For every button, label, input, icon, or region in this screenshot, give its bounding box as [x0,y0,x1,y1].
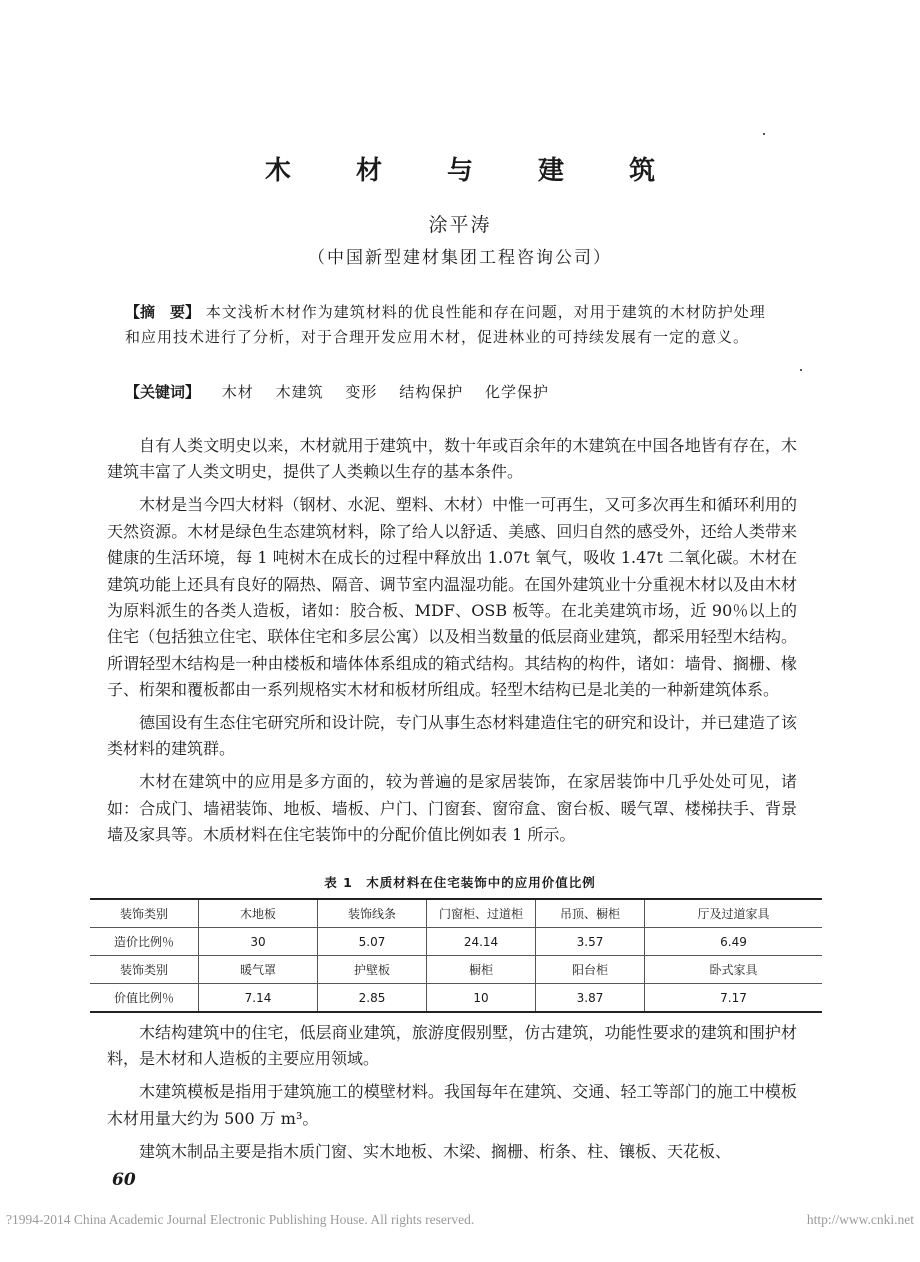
source-url: http://www.cnki.net [806,1212,914,1227]
table-cell: 造价比例％ [90,928,199,956]
table-cell: 7.14 [199,984,318,1013]
keyword: 化学保护 [484,383,549,401]
table-row [90,984,822,1013]
body-paragraph: 木材在建筑中的应用是多方面的，较为普遍的是家居装饰，在家居装饰中几乎处处可见，诸如：合成门、墙裙装饰、地板、墙板、户门、门窗套、窗帘盒、窗台板、暖气罩、楼梯扶手、背景墙及家具等。木质材料在住宅装饰中的分配价值比例如表 1 所示。 [107,772,797,845]
table-cell: 7.17 [645,984,823,1013]
table-cell: 阳台柜 [536,956,645,984]
table-cell: 装饰类别 [90,899,199,928]
table-cell: 5.07 [318,928,427,956]
body-paragraph: 德国设有生态住宅研究所和设计院，专门从事生态材料建造住宅的研究和设计，并已建造了该类材料的建筑群。 [107,713,797,759]
table-cell: 卧式家具 [645,956,823,984]
table-caption: 表 1 木质材料在住宅装饰中的应用价值比例 [324,875,596,890]
abstract-block [125,300,775,350]
table-cell: 价值比例％ [90,984,199,1013]
keywords-label: 【关键词】 [125,383,201,401]
body-paragraph: 木结构建筑中的住宅，低层商业建筑，旅游度假别墅，仿古建筑，功能性要求的建筑和围护材料，是木材和人造板的主要应用领域。 [107,1023,797,1069]
table-row [90,956,822,984]
article-title: 木 材 与 建 筑 [264,156,684,186]
body-paragraph: 建筑木制品主要是指木质门窗、实木地板、木梁、搁栅、桁条、柱、镶板、天花板、 [139,1141,732,1161]
keyword: 变形 [345,383,378,401]
table-cell: 30 [199,928,318,956]
table-cell: 装饰线条 [318,899,427,928]
table-cell: 装饰类别 [90,956,199,984]
keyword: 木建筑 [275,383,324,401]
abstract-label: 【摘 要】 [125,303,201,321]
page-number: 60 [112,1170,136,1190]
abstract-text: 本文浅析木材作为建筑材料的优良性能和存在问题，对用于建筑的木材防护处理和应用技术进行了分析，对于合理开发应用木材，促进林业的可持续发展有一定的意义。 [125,303,766,346]
body-paragraph: 木材是当今四大材料（钢材、水泥、塑料、木材）中惟一可再生，又可多次再生和循环利用的天然资源。木材是绿色生态建筑材料，除了给人以舒适、美感、回归自然的感受外，还给人类带来健康的生活环境，每 1 吨树木在成长的过程中释放出 1.07t 氧气，吸收 1.47t 二氧化碳。木材在建筑功能上还具有良好的隔热、隔音、调节室内温湿功能。在国外建筑业十分重视木材以及由木材为原料派生的各类人造板，诸如：胶合板、MDF、OSB 板等。在北美建筑市场，近 90％以上的住宅（包括独立住宅、联体住宅和多层公寓）以及相当数量的低层商业建筑，都采用轻型木结构。所谓轻型木结构是一种由楼板和墙体体系组成的箱式结构。其结构的构件，诸如：墙骨、搁栅、椽子、桁架和覆板都由一系列规格实木材和板材所组成。轻型木结构已是北美的一种新建筑体系。 [107,495,797,700]
table-cell: 橱柜 [427,956,536,984]
scan-speck [800,369,802,371]
keyword: 木材 [221,383,254,401]
keyword: 结构保护 [399,383,464,401]
body-text-upper [107,433,797,855]
table-cell: 10 [427,984,536,1013]
table-cell: 3.57 [536,928,645,956]
body-paragraph: 木建筑模板是指用于建筑施工的模壁材料。我国每年在建筑、交通、轻工等部门的施工中模板木材用量大约为 500 万 m³。 [107,1082,797,1128]
table-row [90,899,822,928]
table-cell: 吊顶、橱柜 [536,899,645,928]
author-name: 涂平涛 [428,214,492,236]
table-cell: 木地板 [199,899,318,928]
table-cell: 护壁板 [318,956,427,984]
body-text-lower [107,1020,797,1172]
copyright-notice: ?1994-2014 China Academic Journal Electronic Publishing House. All rights reserved. [6,1212,475,1227]
author-affiliation: （中国新型建材集团工程咨询公司） [308,248,612,268]
table-cell: 3.87 [536,984,645,1013]
table-cell: 厅及过道家具 [645,899,823,928]
scan-speck [763,133,765,135]
table-cell: 2.85 [318,984,427,1013]
value-ratio-table [90,898,822,1013]
table-cell: 门窗柜、过道柜 [427,899,536,928]
body-paragraph: 自有人类文明史以来，木材就用于建筑中，数十年或百余年的木建筑在中国各地皆有存在，木建筑丰富了人类文明史，提供了人类赖以生存的基本条件。 [107,436,797,482]
table-cell: 6.49 [645,928,823,956]
table-cell: 暖气罩 [199,956,318,984]
table-cell: 24.14 [427,928,536,956]
table-row [90,928,822,956]
keywords-block [125,381,775,402]
